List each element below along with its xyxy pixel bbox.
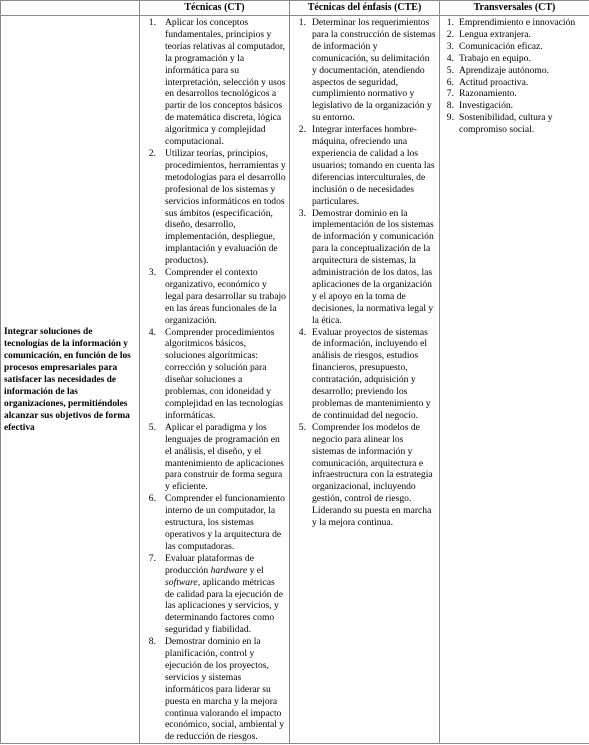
list-item <box>141 148 286 267</box>
header-row <box>1 1 589 16</box>
item-text: Razonamiento. <box>459 88 517 100</box>
list-item <box>291 208 436 327</box>
list-item <box>141 267 286 327</box>
item-number: 7. <box>446 88 454 100</box>
item-text: Actitud proactiva. <box>459 76 529 88</box>
item-text: Investigación. <box>459 100 514 112</box>
item-text: Demostrar dominio en la implementación de los sistemas de información y comunicación para la conceptualización de la arquitectura de sistemas, la administración de los datos, las aplicaciones de la organización y el apoyo en la toma de decisiones, la normativa legal y la ética. <box>312 207 434 326</box>
item-number: 2. <box>446 28 454 40</box>
item-text: Aplicar el paradigma y los lenguajes de programación en el análisis, el diseño, y el mantenimiento de aplicaciones para construir de forma segura y eficiente. <box>165 421 284 493</box>
item-text: Emprendimiento e innovación <box>459 17 576 28</box>
item-text: Utilizar teorías, principios, procedimientos, herramientas y metodologías para el desarrollo profesional de los sistemas y servicios informáticos en todos sus ámbitos (especificación, diseño, desarrollo, implementación, despliegue, implantación y evaluación de productos). <box>165 147 286 267</box>
list-item <box>441 41 587 53</box>
item-number: 7. <box>148 552 156 564</box>
list-item <box>441 65 587 77</box>
item-text: Evaluar proyectos de sistemas de información, incluyendo el análisis de riesgos, estudios financieros, presupuesto, contratación, adquisición y desarrollo; previendo los problemas de mantenimiento y de continuidad del negocio. <box>312 326 431 421</box>
item-number: 5. <box>298 421 306 433</box>
item-number: 1. <box>298 17 306 28</box>
list-item <box>141 636 286 743</box>
item-text-mid: y el <box>247 564 264 576</box>
list-item <box>141 327 286 422</box>
list-item <box>141 493 286 553</box>
header-tecnicas-enfasis: Técnicas del énfasis (CTE) <box>290 1 440 16</box>
list-item <box>141 17 286 148</box>
item-number: 4. <box>148 326 156 338</box>
item-number: 2. <box>148 147 156 159</box>
item-number: 5. <box>446 64 454 76</box>
item-text: Comprender el funcionamiento interno de un computador, la estructura, los sistemas operativos y la arquitectura de las computadoras. <box>165 493 285 552</box>
item-number: 9. <box>446 112 454 124</box>
item-number: 4. <box>446 52 454 64</box>
list-item <box>441 77 587 89</box>
item-text: Comunicación eficaz. <box>459 40 543 52</box>
list-item <box>291 124 436 207</box>
item-number: 8. <box>148 636 156 648</box>
tecnicas-list <box>141 17 286 743</box>
item-text: Lengua extranjera. <box>459 28 531 40</box>
list-item <box>441 53 587 65</box>
item-text: Aplicar los conceptos fundamentales, principios y teorías relativas al computador, la programación y la informática para su interpretación, selección y usos en desarrollos tecnológicos a partir de los conceptos básicos de matemática discreta, lógica algorítmica y complejidad computacional. <box>165 17 286 148</box>
item-number: 1. <box>148 17 156 28</box>
row-title: Integrar soluciones de tecnologías de la información y comunicación, en función de los procesos empresariales para satisfacer las necesidades de información de las organizaciones, permitiéndoles alcanzar sus objetivos de forma efectiva <box>1 16 140 744</box>
item-text: Sostenibilidad, cultura y compromiso social. <box>459 112 553 136</box>
item-text: Trabajo en equipo. <box>459 52 531 64</box>
item-text: Aprendizaje autónomo. <box>459 64 550 76</box>
item-text: Comprender procedimientos algorítmicos básicos, soluciones algorítmicas: corrección y solución para diseñar soluciones a problemas, con idoneidad y complejidad en las tecnologías informáticas. <box>165 326 284 421</box>
list-item <box>441 88 587 100</box>
list-item <box>141 422 286 493</box>
item-text: Comprender el contexto organizativo, económico y legal para desarrollar su trabajo en las áreas funcionales de la organización. <box>165 267 286 326</box>
item-number: 6. <box>148 493 156 505</box>
enfasis-list <box>291 17 436 529</box>
list-item <box>141 553 286 636</box>
header-transversales: Transversales (CT) <box>440 1 589 16</box>
transversales-list <box>441 17 587 136</box>
software-term: software <box>165 576 198 588</box>
item-number: 5. <box>148 421 156 433</box>
item-text: Comprender los modelos de negocio para alinear los sistemas de información y comunicación, arquitectura e infraestructura con la estrategia organizacional, incluyendo gestión, control de riesgo. Liderando su puesta en marcha y la mejora continua. <box>312 421 433 529</box>
item-text-pre: Evaluar plataformas de producción <box>165 552 254 576</box>
item-number: 3. <box>446 40 454 52</box>
transversales-cell <box>440 16 589 744</box>
item-number: 2. <box>298 124 306 136</box>
list-item <box>441 100 587 112</box>
item-text: Integrar interfaces hombre-máquina, ofreciendo una experiencia de calidad a los usuarios; tomando en cuenta las diferencias interculturales, de inclusión o de necesidades particulares. <box>312 124 435 207</box>
list-item <box>441 112 587 136</box>
item-number: 6. <box>446 76 454 88</box>
item-text <box>165 553 286 636</box>
list-item <box>291 327 436 422</box>
hardware-term: hardware <box>210 564 248 576</box>
item-number: 8. <box>446 100 454 112</box>
list-item <box>441 29 587 41</box>
list-item <box>291 17 436 124</box>
item-number: 1. <box>446 17 454 28</box>
enfasis-cell <box>290 16 440 744</box>
item-text: Demostrar dominio en la planificación, control y ejecución de los proyectos, servicios y sistemas informáticos para liderar su puesta en marcha y la mejora continua valorando el impacto económico, social, ambiental y de reducción de riesgos. <box>165 636 285 743</box>
list-item <box>441 17 587 29</box>
item-number: 3. <box>148 267 156 279</box>
competencia-row <box>1 16 589 744</box>
list-item <box>291 422 436 529</box>
item-number: 3. <box>298 207 306 219</box>
header-tecnicas: Técnicas (CT) <box>140 1 290 16</box>
item-number: 4. <box>298 326 306 338</box>
header-empty-cell <box>1 1 140 16</box>
tecnicas-cell <box>140 16 290 744</box>
item-text-post: , aplicando métricas de calidad para la ejecución de las aplicaciones y servicios, y determinando factores como seguridad y fiabilidad. <box>165 576 283 636</box>
item-text: Determinar los requerimientos para la construcción de sistemas de información y comunicación, su delimitación y documentación, atendiendo aspectos de seguridad, cumplimiento normativo y legislativo de la organización y su entorno. <box>312 17 436 124</box>
